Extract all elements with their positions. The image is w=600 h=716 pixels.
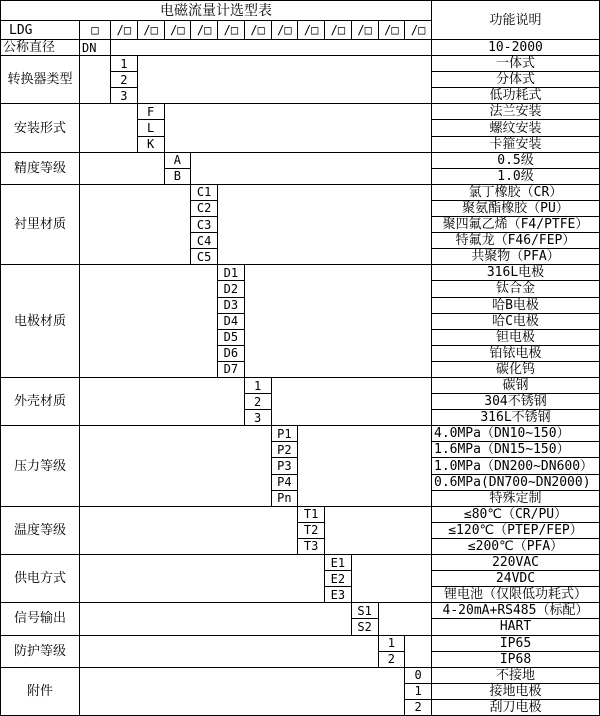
option-desc: 特氟龙（F46/FEP） [432,233,600,249]
option-desc: 24VDC [432,571,600,587]
option-code: 1 [379,636,406,652]
option-desc: ≤80℃（CR/PU） [432,507,600,523]
category-label: 转换器类型 [1,56,80,104]
option-desc: ≤200℃（PFA） [432,539,600,555]
spacer-cell [80,636,379,668]
option-desc: 分体式 [432,72,600,88]
category-label: 附件 [1,668,80,716]
code-slot-box: /□ [138,21,165,40]
option-desc: 10-2000 [432,40,600,56]
option-code: P3 [272,458,299,474]
option-code: B [165,169,192,185]
spacer-cell [379,603,433,635]
spacer-cell [80,603,352,635]
option-desc: 1.6MPa（DN15~150） [432,442,600,458]
spacer-cell [405,636,432,668]
option-desc: 不接地 [432,668,600,684]
option-code: 3 [111,88,138,104]
option-desc: 钽电极 [432,330,600,346]
option-desc: 1.0MPa（DN200~DN600） [432,458,600,474]
option-desc: 碳钢 [432,378,600,394]
option-code: K [138,137,165,153]
option-desc: 法兰安装 [432,104,600,120]
option-desc: 铂铱电极 [432,346,600,362]
code-slot-box: /□ [325,21,352,40]
category-label: 衬里材质 [1,185,80,265]
spacer-cell [352,555,432,603]
option-code: 1 [111,56,138,72]
option-desc: 0.5级 [432,153,600,169]
code-slot-box: /□ [298,21,325,40]
spacer-cell [80,153,165,185]
spacer-cell [80,104,138,152]
option-code: P1 [272,426,299,442]
option-desc: 钛合金 [432,281,600,297]
code-slot-box: /□ [191,21,218,40]
code-slot-box: /□ [218,21,245,40]
spacer-cell [218,185,432,265]
spacer-cell [325,507,432,555]
code-slot-box: /□ [165,21,192,40]
spacer-cell [165,104,433,152]
option-code: T3 [298,539,325,555]
option-desc: 4-20mA+RS485（标配） [432,603,600,619]
option-desc: IP68 [432,652,600,668]
option-code: 0 [405,668,432,684]
option-desc: 共聚物（PFA） [432,249,600,265]
option-code: T1 [298,507,325,523]
table-title: 电磁流量计选型表 [1,1,432,21]
category-label: 电极材质 [1,265,80,378]
category-label: 压力等级 [1,426,80,506]
option-code: 2 [245,394,272,410]
spacer-cell [80,56,111,104]
option-code: Pn [272,491,299,507]
model-code-box: □ [80,21,111,40]
option-desc: 哈C电极 [432,314,600,330]
spacer-cell [272,378,433,426]
category-label: 安装形式 [1,104,80,152]
option-code: C3 [191,217,218,233]
category-label: 防护等级 [1,636,80,668]
category-label: 外壳材质 [1,378,80,426]
option-code: 2 [379,652,406,668]
category-label-diameter: 公称直径 [1,40,80,56]
option-code: 3 [245,410,272,426]
option-desc: HART [432,619,600,635]
category-label: 信号输出 [1,603,80,635]
category-label: 供电方式 [1,555,80,603]
option-desc: 螺纹安装 [432,120,600,136]
option-code: D5 [218,330,245,346]
option-desc: 卡箍安装 [432,137,600,153]
code-slot-box: /□ [111,21,138,40]
option-desc: IP65 [432,636,600,652]
option-desc: 碳化钨 [432,362,600,378]
code-slot-box: /□ [245,21,272,40]
option-code: D2 [218,281,245,297]
spacer-cell [80,668,405,716]
option-desc: 氯丁橡胶（CR） [432,185,600,201]
option-code: E1 [325,555,352,571]
option-desc: 聚氨酯橡胶（PU） [432,201,600,217]
option-code: 1 [405,684,432,700]
spacer-cell [298,426,432,506]
option-code: A [165,153,192,169]
option-code: S1 [352,603,379,619]
option-code: L [138,120,165,136]
spacer-cell [80,265,218,378]
spacer-cell [80,507,298,555]
spacer-cell [191,153,432,185]
option-code: 2 [111,72,138,88]
code-dn: DN [80,40,111,56]
function-column-header: 功能说明 [432,1,600,40]
spacer-cell [80,185,191,265]
option-desc: 316L电极 [432,265,600,281]
option-code: C2 [191,201,218,217]
code-slot-box: /□ [379,21,406,40]
option-desc: 1.0级 [432,169,600,185]
option-desc: 聚四氟乙烯（F4/PTFE） [432,217,600,233]
option-code: C5 [191,249,218,265]
spacer-cell [245,265,432,378]
spacer-cell [80,426,272,506]
option-desc: 低功耗式 [432,88,600,104]
option-desc: 哈B电极 [432,298,600,314]
option-desc: 一体式 [432,56,600,72]
code-slot-box: /□ [272,21,299,40]
code-slot-box: /□ [405,21,432,40]
option-desc: 特殊定制 [432,491,600,507]
option-code: E2 [325,571,352,587]
option-desc: 锂电池（仅限低功耗式） [432,587,600,603]
spacer-cell [80,555,325,603]
option-desc: 316L不锈钢 [432,410,600,426]
option-code: T2 [298,523,325,539]
option-code: D4 [218,314,245,330]
category-label: 温度等级 [1,507,80,555]
category-label: 精度等级 [1,153,80,185]
spacer-cell [80,378,245,426]
option-code: C1 [191,185,218,201]
option-desc: 接地电极 [432,684,600,700]
option-code: C4 [191,233,218,249]
option-code: P4 [272,475,299,491]
option-code: D7 [218,362,245,378]
option-code: 1 [245,378,272,394]
option-code: 2 [405,700,432,716]
option-code: D6 [218,346,245,362]
option-desc: 0.6MPa(DN700~DN2000) [432,475,600,491]
option-code: F [138,104,165,120]
option-code: D3 [218,298,245,314]
option-code: E3 [325,587,352,603]
option-desc: ≤120℃（PTEP/FEP） [432,523,600,539]
option-desc: 304不锈钢 [432,394,600,410]
code-slot-box: /□ [352,21,379,40]
option-code: D1 [218,265,245,281]
model-prefix: LDG [1,21,80,40]
option-code: P2 [272,442,299,458]
option-desc: 4.0MPa（DN10~150） [432,426,600,442]
option-desc: 220VAC [432,555,600,571]
option-desc: 刮刀电极 [432,700,600,716]
option-code: S2 [352,619,379,635]
spacer-cell [111,40,432,56]
spacer-cell [138,56,432,104]
